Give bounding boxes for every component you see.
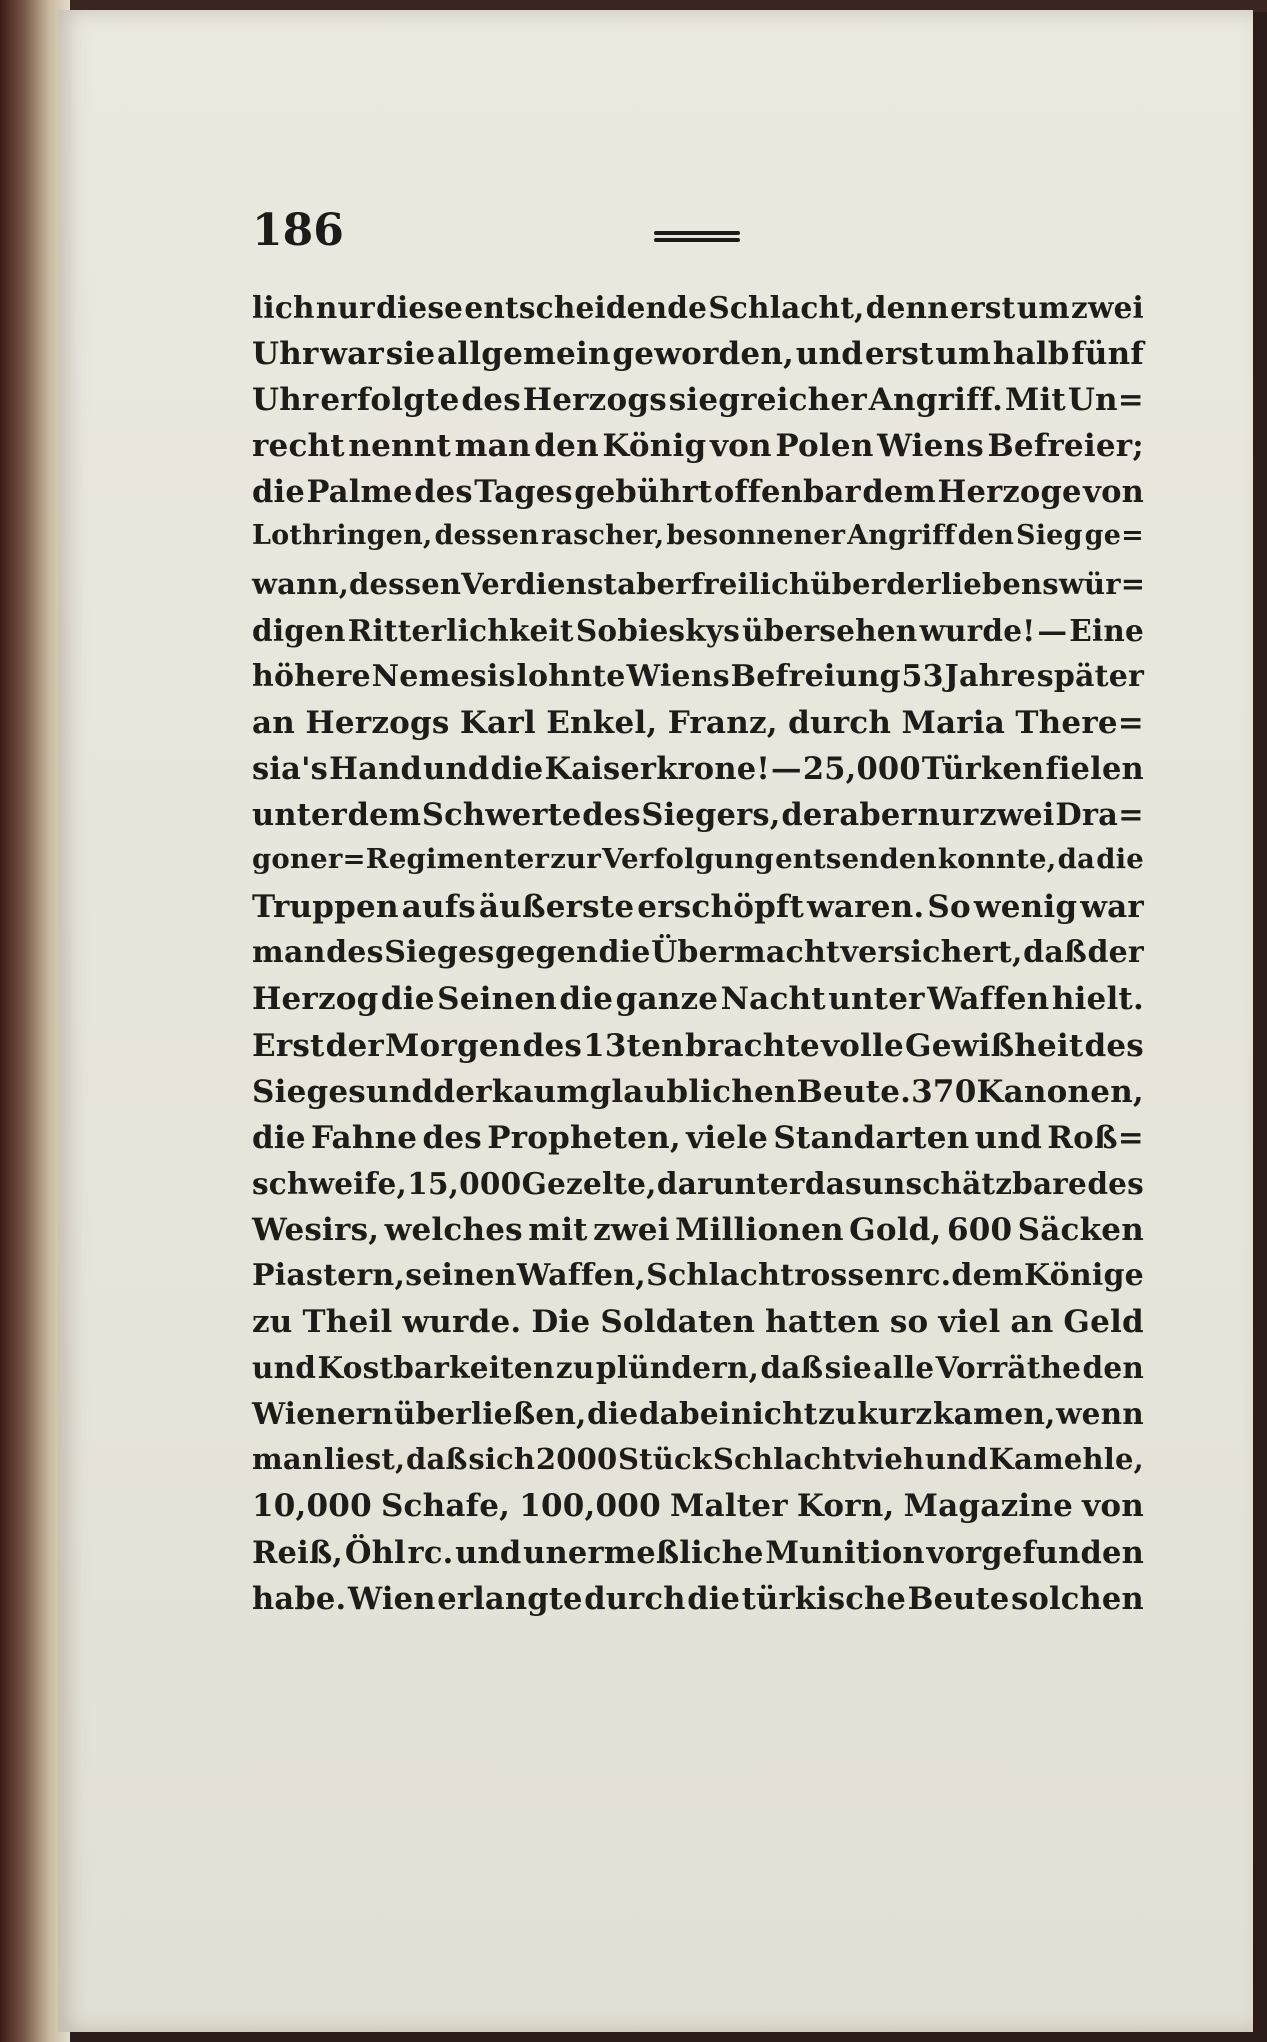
text-line: die Fahne des Propheten, viele Standarten und Roß= bbox=[252, 1119, 1144, 1156]
text-line: wann, dessen Verdienst aber freilich über der liebenswür= bbox=[252, 566, 1146, 601]
text-line: 10,000 Schafe, 100,000 Malter Korn, Magazine von bbox=[252, 1488, 1144, 1525]
body-text bbox=[252, 290, 1144, 1627]
text-line: zu Theil wurde. Die Soldaten hatten so viel an Geld bbox=[252, 1304, 1144, 1341]
text-line: lich nur diese entscheidende Schlacht, denn erst um zwei bbox=[252, 290, 1144, 325]
text-line: die Palme des Tages gebührt offenbar dem Herzoge von bbox=[252, 474, 1144, 511]
text-line: Reiß, Öhl rc. und unermeßliche Munition vorgefunden bbox=[252, 1534, 1144, 1571]
text-line: habe. Wien erlangte durch die türkische Beute solchen bbox=[252, 1580, 1144, 1617]
text-line: Erst der Morgen des 13ten brachte volle Gewißheit des bbox=[252, 1027, 1144, 1064]
text-line: Truppen aufs äußerste erschöpft waren. So wenig war bbox=[252, 889, 1144, 926]
text-line: Uhr war sie allgemein geworden, und erst um halb fünf bbox=[252, 336, 1144, 373]
text-line: Lothringen, dessen rascher, besonnener Angriff den Sieg ge= bbox=[252, 520, 1144, 552]
text-line: digen Ritterlichkeit Sobieskys übersehen wurde! — Eine bbox=[252, 612, 1144, 648]
page-number: 186 bbox=[252, 205, 344, 256]
text-line: Sieges und der kaum glaublichen Beute. 370 Kanonen, bbox=[252, 1073, 1144, 1110]
text-line: schweife, 15,000 Gezelte, darunter das unschätzbare des bbox=[252, 1165, 1144, 1201]
text-line: Uhr erfolgte des Herzogs siegreicher Angriff. Mit Un= bbox=[252, 382, 1144, 419]
text-line: Wienern überließen, die dabei nicht zu kurz kamen, wenn bbox=[252, 1396, 1144, 1432]
text-line: Piastern, seinen Waffen, Schlachtrossen rc. dem Könige bbox=[252, 1257, 1144, 1293]
bleed-through-mark bbox=[470, 1700, 478, 1728]
text-line: recht nennt man den König von Polen Wiens Befreier; bbox=[252, 428, 1144, 465]
text-line: unter dem Schwerte des Siegers, der aber nur zwei Dra= bbox=[252, 797, 1144, 834]
bleed-through-text bbox=[260, 1648, 1140, 1678]
text-line: Herzog die Seinen die ganze Nacht unter Waffen hielt. bbox=[252, 981, 1144, 1018]
text-line: man liest, daß sich 2000 Stück Schlachtvieh und Kamehle, bbox=[252, 1442, 1144, 1477]
text-line: goner=Regimenter zur Verfolgung entsenden konnte, da die bbox=[252, 843, 1144, 876]
text-line: man des Sieges gegen die Übermacht versichert, daß der bbox=[252, 935, 1144, 971]
text-line: und Kostbarkeiten zu plündern, daß sie alle Vorräthe den bbox=[252, 1350, 1144, 1386]
text-line: an Herzogs Karl Enkel, Franz, durch Maria There= bbox=[252, 704, 1144, 741]
text-line: höhere Nemesis lohnte Wiens Befreiung 53 Jahre später bbox=[252, 658, 1144, 694]
text-line: Wesirs, welches mit zwei Millionen Gold, 600 Säcken bbox=[252, 1211, 1144, 1248]
header-rule bbox=[654, 231, 740, 245]
text-line: sia's Hand und die Kaiserkrone! — 25,000 Türken fielen bbox=[252, 750, 1144, 787]
page-header bbox=[252, 205, 1152, 265]
